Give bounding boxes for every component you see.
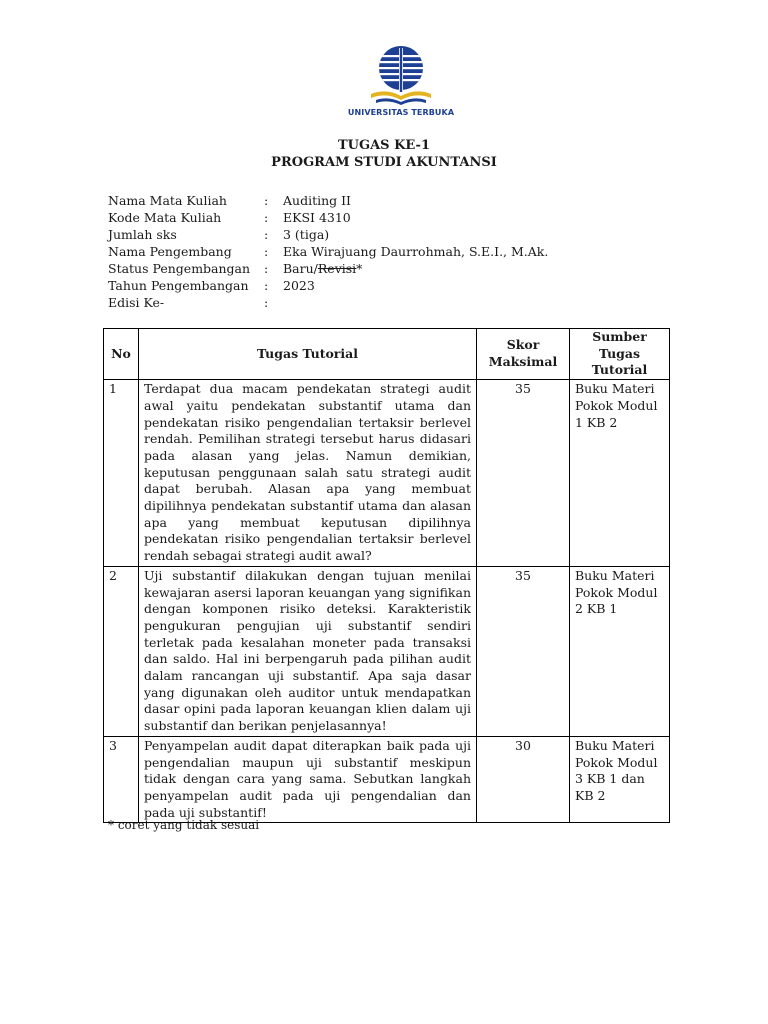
info-value: Auditing II <box>283 193 351 208</box>
info-colon: : <box>264 227 269 242</box>
header-no: No <box>104 329 139 380</box>
info-value: EKSI 4310 <box>283 210 351 225</box>
header-score: Skor Maksimal <box>477 329 570 380</box>
footnote: * coret yang tidak sesuai <box>108 818 260 832</box>
info-row-credits <box>108 226 548 243</box>
status-asterisk: * <box>356 261 363 276</box>
info-colon: : <box>264 278 269 293</box>
task-source: Buku Materi Pokok Modul 1 KB 2 <box>570 380 670 567</box>
tutorial-tasks-table <box>103 328 670 823</box>
task-text: Terdapat dua macam pendekatan strategi audit awal yaitu pendekatan substantif utama dan pendekatan risiko pengendalian tertaksir berlevel rendah. Pemilihan strategi tersebut harus didasari pada alasan yang jelas. Namun demikian, keputusan penggunaan salah satu strategi audit dapat berubah. Alasan apa yang membuat dipilihnya pendekatan substantif utama dan alasan apa yang membuat keputusan dipilihnya pendekatan risiko pengendalian tertaksir berlevel rendah sebagai strategi audit awal? <box>139 380 477 567</box>
info-row-development-year <box>108 277 548 294</box>
task-text: Uji substantif dilakukan dengan tujuan menilai kewajaran asersi laporan keuangan yang signifikan dengan komponen risiko deteksi. Karakteristik pengukuran pengujian uji substantif sendiri terletak pada kesalahan moneter pada transaksi dan saldo. Hal ini berpengaruh pada pilihan audit dalam rancangan uji substantif. Apa saja dasar yang digunakan oleh auditor untuk mendapatkan dasar opini pada laporan keuangan klien dalam uji substantif dan berikan penjelasannya! <box>139 566 477 736</box>
page-title: TUGAS KE-1 <box>337 138 430 153</box>
info-value: 2023 <box>283 278 315 293</box>
info-label: Edisi Ke- <box>108 295 165 310</box>
info-colon: : <box>264 193 269 208</box>
table-row <box>104 736 670 823</box>
info-label: Tahun Pengembangan <box>108 278 249 293</box>
universitas-terbuka-logo <box>368 44 434 110</box>
info-colon: : <box>264 261 269 276</box>
info-colon: : <box>264 210 269 225</box>
info-row-course-name <box>108 192 548 209</box>
info-colon: : <box>264 244 269 259</box>
row-number: 3 <box>104 736 139 823</box>
info-row-developer <box>108 243 548 260</box>
info-label: Nama Mata Kuliah <box>108 193 227 208</box>
max-score: 35 <box>477 566 570 736</box>
logo-text: UNIVERSITAS TERBUKA <box>347 108 455 117</box>
max-score: 30 <box>477 736 570 823</box>
info-colon: : <box>264 295 269 310</box>
row-number: 2 <box>104 566 139 736</box>
page-subtitle: PROGRAM STUDI AKUNTANSI <box>271 155 497 170</box>
row-number: 1 <box>104 380 139 567</box>
info-value <box>283 260 362 277</box>
table-row <box>104 566 670 736</box>
info-value: Eka Wirajuang Daurrohmah, S.E.I., M.Ak. <box>283 244 549 259</box>
status-new: Baru/ <box>283 261 318 276</box>
info-label: Nama Pengembang <box>108 244 232 259</box>
table-row <box>104 380 670 567</box>
info-label: Jumlah sks <box>108 227 177 242</box>
info-label: Kode Mata Kuliah <box>108 210 222 225</box>
course-info <box>108 192 548 311</box>
info-label: Status Pengembangan <box>108 261 251 276</box>
info-row-course-code <box>108 209 548 226</box>
header-task: Tugas Tutorial <box>139 329 477 380</box>
table-header-row <box>104 329 670 380</box>
info-row-edition <box>108 294 548 311</box>
header-source: Sumber Tugas Tutorial <box>570 329 670 380</box>
max-score: 35 <box>477 380 570 567</box>
info-value: 3 (tiga) <box>283 227 330 242</box>
task-text: Penyampelan audit dapat diterapkan baik pada uji pengendalian maupun uji substantif meskipun tidak dengan cara yang sama. Sebutkan langkah penyampelan audit pada uji pengendalian dan pada uji substantif! <box>139 736 477 823</box>
task-source: Buku Materi Pokok Modul 3 KB 1 dan KB 2 <box>570 736 670 823</box>
task-source: Buku Materi Pokok Modul 2 KB 1 <box>570 566 670 736</box>
info-row-development-status <box>108 260 548 277</box>
status-revision-struck: Revisi <box>317 261 357 276</box>
